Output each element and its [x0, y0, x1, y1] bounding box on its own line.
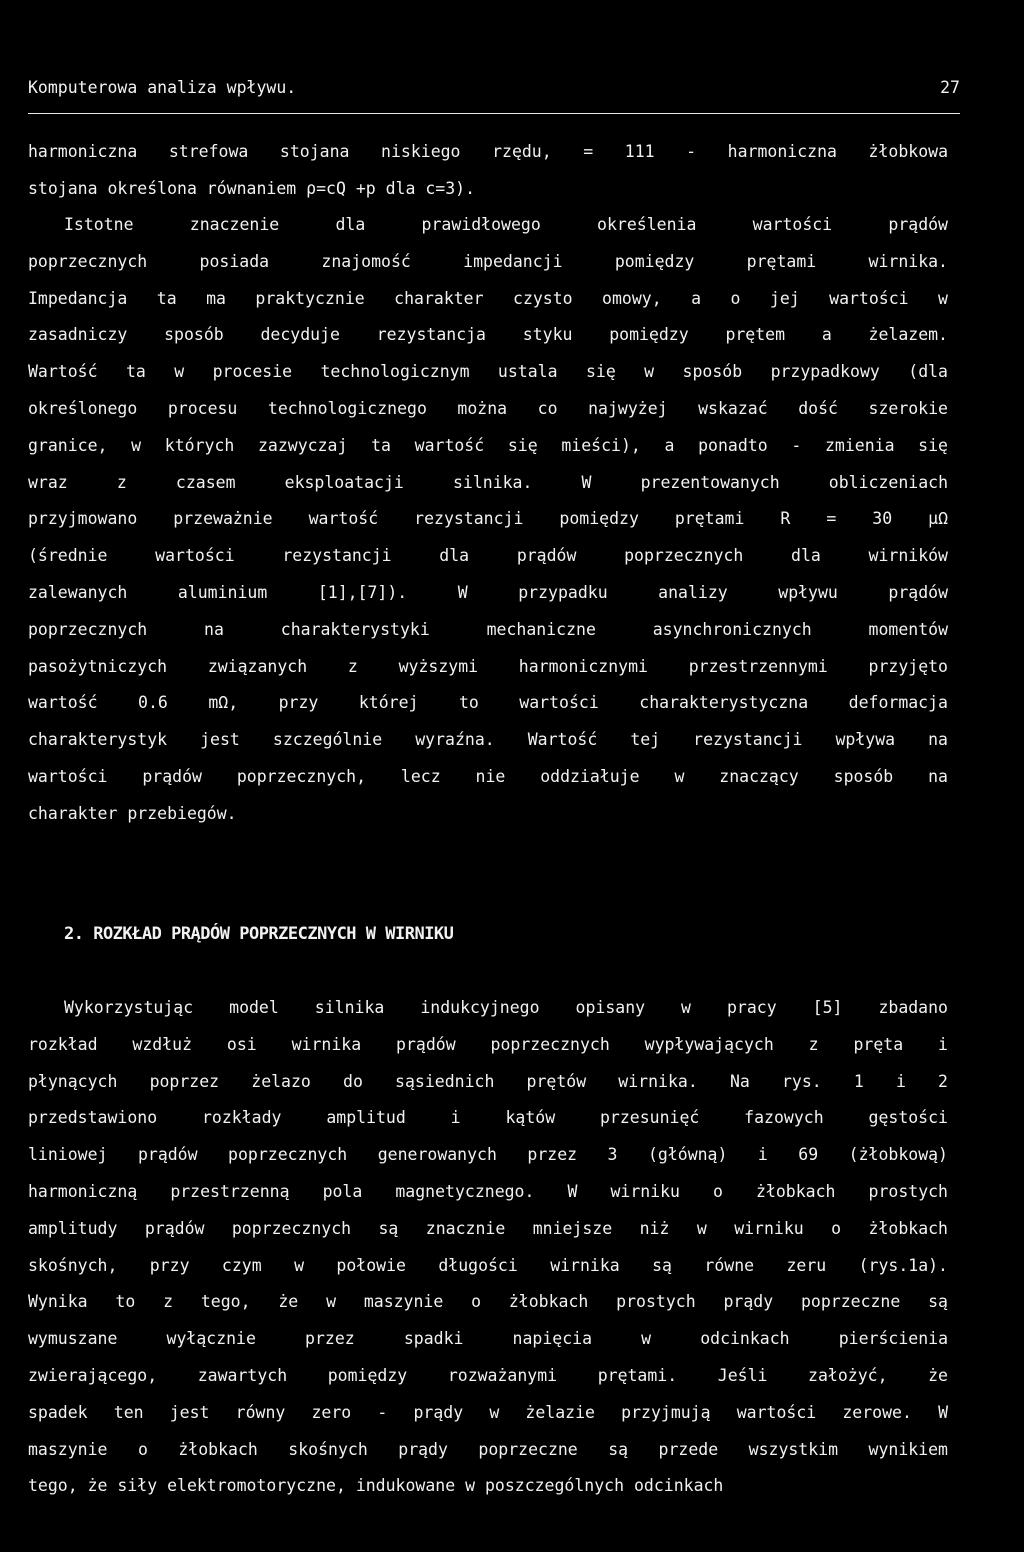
running-title: Komputerowa analiza wpływu.	[28, 78, 297, 97]
paragraph-continuation	[28, 134, 948, 208]
text-line: Wynika to z tego, że w maszynie o żłobkach prostych prądy poprzeczne są	[28, 1292, 948, 1312]
text-line: zasadniczy sposób decyduje rezystancja styku pomiędzy prętem a żelazem.	[28, 325, 948, 345]
text-line: rozkład wzdłuż osi wirnika prądów poprzecznych wypływających z pręta i	[28, 1034, 948, 1054]
text-line: amplitudy prądów poprzecznych są znacznie mniejsze niż w wirniku o żłobkach	[28, 1218, 948, 1238]
text-line: wymuszane wyłącznie przez spadki napięcia w odcinkach pierścienia	[28, 1329, 948, 1349]
text-line: zwierającego, zawartych pomiędzy rozważanymi prętami. Jeśli założyć, że	[28, 1365, 948, 1385]
text-line: zalewanych aluminium [1],[7]). W przypadku analizy wpływu prądów	[28, 582, 948, 602]
text-line: wraz z czasem eksploatacji silnika. W prezentowanych obliczeniach	[28, 472, 948, 492]
text-line: maszynie o żłobkach skośnych prądy poprzeczne są przede wszystkim wynikiem	[28, 1439, 948, 1459]
text-line: stojana określona równaniem ρ=cQ +p dla c=3).	[28, 178, 476, 198]
text-line: Wartość ta w procesie technologicznym ustala się w sposób przypadkowy (dla	[28, 362, 948, 382]
text-line: poprzecznych na charakterystyki mechaniczne asynchronicznych momentów	[28, 619, 948, 639]
text-line: poprzecznych posiada znajomość impedancji pomiędzy prętami wirnika.	[28, 251, 948, 271]
text-line: przedstawiono rozkłady amplitud i kątów przesunięć fazowych gęstości	[28, 1108, 948, 1128]
text-line: harmoniczna strefowa stojana niskiego rzędu, = 111 - harmoniczna żłobkowa	[28, 142, 948, 161]
paragraph-impedance	[28, 207, 948, 833]
text-line: wartość 0.6 mΩ, przy której to wartości charakterystyczna deformacja	[28, 693, 948, 713]
text-line: Impedancja ta ma praktycznie charakter czysto omowy, a o jej wartości w	[28, 288, 948, 308]
text-line: wartości prądów poprzecznych, lecz nie oddziałuje w znaczący sposób na	[28, 766, 948, 786]
text-line: charakterystyk jest szczególnie wyraźna. Wartość tej rezystancji wpływa na	[28, 730, 948, 750]
text-line: przyjmowano przeważnie wartość rezystancji pomiędzy prętami R = 30 μΩ	[28, 509, 948, 529]
text-line: granice, w których zazwyczaj ta wartość się mieści), a ponadto - zmienia się	[28, 435, 948, 455]
header-rule	[28, 113, 960, 114]
text-line: płynących poprzez żelazo do sąsiednich prętów wirnika. Na rys. 1 i 2	[28, 1071, 948, 1091]
page-number: 27	[940, 78, 960, 97]
text-line: (średnie wartości rezystancji dla prądów poprzecznych dla wirników	[28, 546, 948, 566]
section-heading: 2. ROZKŁAD PRĄDÓW POPRZECZNYCH W WIRNIKU	[64, 924, 454, 944]
text-line: Wykorzystując model silnika indukcyjnego opisany w pracy [5] zbadano	[64, 998, 948, 1017]
text-line: harmoniczną przestrzenną pola magnetycznego. W wirniku o żłobkach prostych	[28, 1181, 948, 1201]
text-line: Istotne znaczenie dla prawidłowego określenia wartości prądów	[64, 215, 948, 234]
text-line: tego, że siły elektromotoryczne, indukowane w poszczególnych odcinkach	[28, 1476, 724, 1496]
text-line: liniowej prądów poprzecznych generowanych przez 3 (główną) i 69 (żłobkową)	[28, 1145, 948, 1165]
text-line: pasożytniczych związanych z wyższymi harmonicznymi przestrzennymi przyjęto	[28, 656, 948, 676]
text-line: spadek ten jest równy zero - prądy w żelazie przyjmują wartości zerowe. W	[28, 1402, 948, 1422]
running-header	[28, 78, 960, 100]
text-line: skośnych, przy czym w połowie długości wirnika są równe zeru (rys.1a).	[28, 1255, 948, 1275]
text-line: określonego procesu technologicznego można co najwyżej wskazać dość szerokie	[28, 398, 948, 418]
paragraph-transverse-currents	[28, 990, 948, 1505]
text-line: charakter przebiegów.	[28, 803, 237, 823]
